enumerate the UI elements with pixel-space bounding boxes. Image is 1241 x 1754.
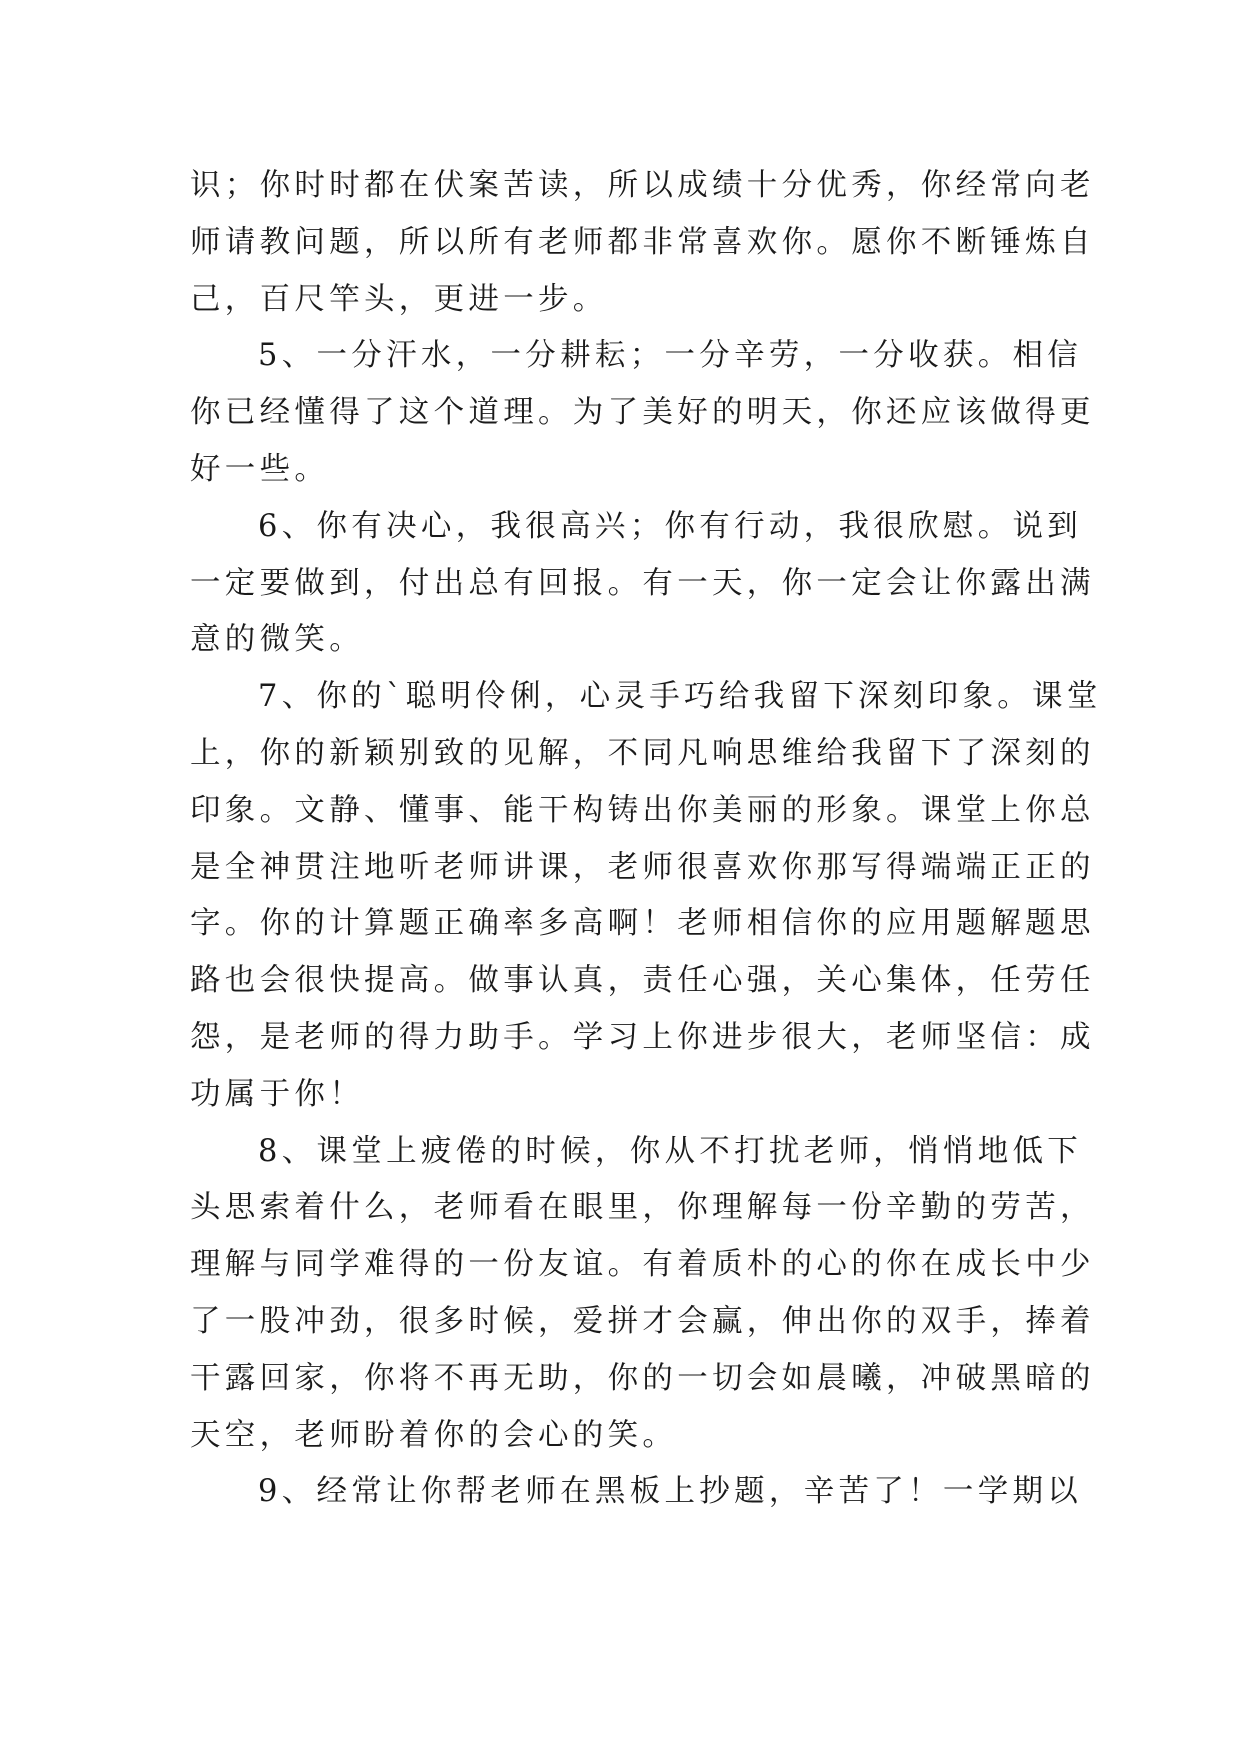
text-line: 干露回家，你将不再无助，你的一切会如晨曦，冲破黑暗的 xyxy=(190,1360,1095,1396)
text-line: 识；你时时都在伏案苦读，所以成绩十分优秀，你经常向老 xyxy=(190,168,1095,203)
text-line: 路也会很快提高。做事认真，责任心强，关心集体，任劳任 xyxy=(190,963,1095,999)
text-line: 字。你的计算题正确率多高啊！老师相信你的应用题解题思 xyxy=(190,906,1095,942)
text-line: 头思索着什么，老师看在眼里，你理解每一份辛勤的劳苦， xyxy=(190,1190,1095,1226)
text-line: 9、经常让你帮老师在黑板上抄题，辛苦了！一学期以 xyxy=(258,1474,1083,1510)
paragraph xyxy=(190,158,1095,328)
text-line: 8、课堂上疲倦的时候，你从不打扰老师，悄悄地低下 xyxy=(258,1133,1083,1169)
paragraph xyxy=(190,1464,1083,1521)
text-line: 一定要做到，付出总有回报。有一天，你一定会让你露出满 xyxy=(190,565,1095,601)
text-line: 印象。文静、懂事、能干构铸出你美丽的形象。课堂上你总 xyxy=(190,792,1095,828)
text-line: 好一些。 xyxy=(190,451,330,487)
text-line: 你已经懂得了这个道理。为了美好的明天，你还应该做得更 xyxy=(190,395,1095,431)
text-line: 了一股冲劲，很多时候，爱拼才会赢，伸出你的双手，捧着 xyxy=(190,1303,1095,1339)
paragraph xyxy=(190,669,1102,1123)
text-line: 理解与同学难得的一份友谊。有着质朴的心的你在成长中少 xyxy=(190,1247,1095,1283)
text-line: 怨，是老师的得力助手。学习上你进步很大，老师坚信：成 xyxy=(190,1019,1095,1055)
text-line: 意的微笑。 xyxy=(190,622,364,658)
text-line: 上，你的新颖别致的见解，不同凡响思维给我留下了深刻的 xyxy=(190,735,1095,771)
text-line: 6、你有决心，我很高兴；你有行动，我很欣慰。说到 xyxy=(258,508,1083,544)
paragraph xyxy=(190,328,1095,498)
text-line: 师请教问题，所以所有老师都非常喜欢你。愿你不断锤炼自 xyxy=(190,224,1095,260)
text-line: 是全神贯注地听老师讲课，老师很喜欢你那写得端端正正的 xyxy=(190,849,1095,885)
document-body xyxy=(190,158,1102,1521)
text-line: 5、一分汗水，一分耕耘；一分辛劳，一分收获。相信 xyxy=(258,338,1083,374)
text-line: 己，百尺竿头，更进一步。 xyxy=(190,281,608,317)
text-line: 天空，老师盼着你的会心的笑。 xyxy=(190,1417,678,1453)
text-line: 7、你的`聪明伶俐，心灵手巧给我留下深刻印象。课堂 xyxy=(258,679,1102,715)
text-line: 功属于你！ xyxy=(190,1076,364,1112)
paragraph xyxy=(190,1124,1095,1465)
paragraph xyxy=(190,499,1095,669)
